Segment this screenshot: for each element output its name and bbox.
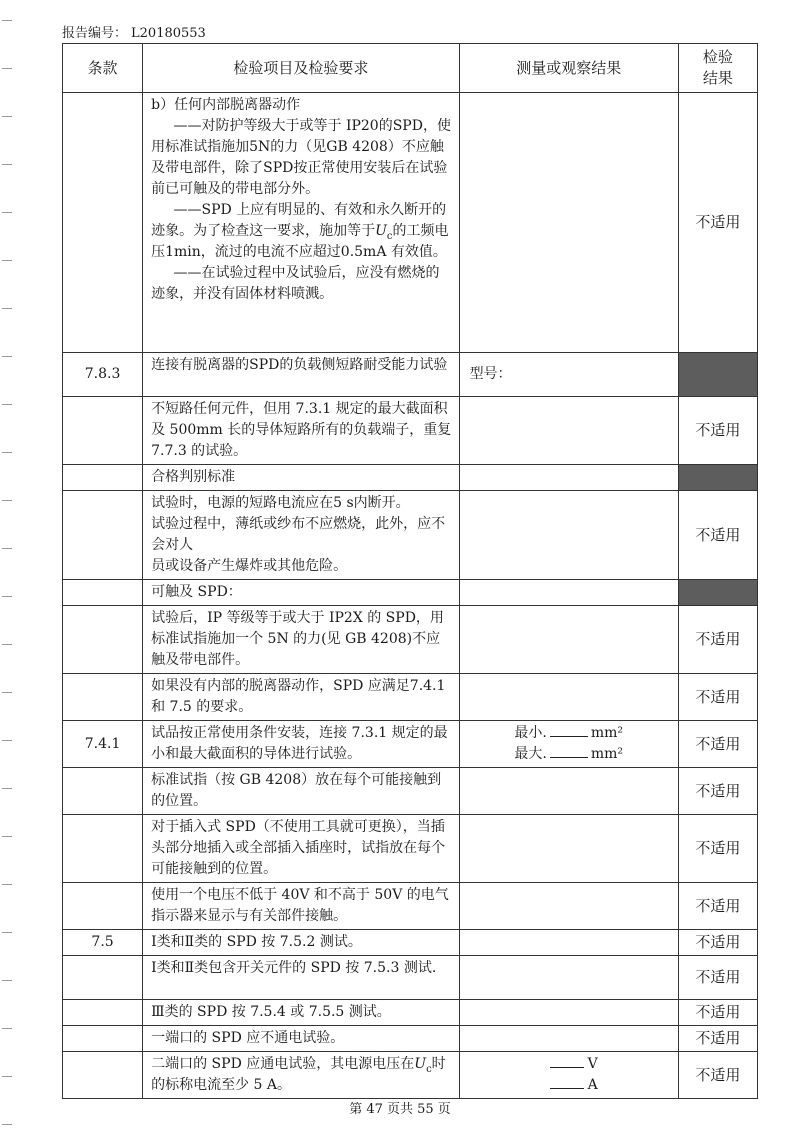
- max-cross-section: [460, 744, 678, 765]
- table-row: [63, 93, 758, 353]
- unit-label: mm²: [590, 746, 624, 762]
- requirement-cell: 连接有脱离器的SPD的负载侧短路耐受能力试验: [143, 353, 459, 397]
- observation-cell: [459, 815, 678, 883]
- clause-cell: [63, 883, 143, 930]
- result-cell: 不适用: [678, 1000, 757, 1026]
- table-row: [63, 930, 758, 956]
- requirement-cell: 试品按正常使用条件安装，连接 7.3.1 规定的最小和最大截面积的导体进行试验。: [143, 721, 459, 768]
- result-cell: 不适用: [678, 956, 757, 1000]
- result-cell: 不适用: [678, 1026, 757, 1052]
- result-cell-shaded: [678, 465, 757, 491]
- requirement-cell: 对于插入式 SPD（不使用工具就可更换），当插头部分地插入或全部插入插座时，试指放在每个可能接触到的位置。: [143, 815, 459, 883]
- table-row: [63, 397, 758, 465]
- requirement-cell: 可触及 SPD：: [143, 580, 459, 606]
- result-cell: 不适用: [678, 93, 757, 353]
- table-row: [63, 353, 758, 397]
- current-value-blank: [550, 1076, 584, 1089]
- clause-cell: [63, 1052, 143, 1099]
- binding-margin: [0, 0, 18, 1141]
- requirement-cell: 使用一个电压不低于 40V 和不高于 50V 的电气指示器来显示与有关部件接触。: [143, 883, 459, 930]
- observation-cell: [459, 606, 678, 674]
- requirement-text: b）任何内部脱离器动作: [151, 97, 301, 113]
- table-row: [63, 580, 758, 606]
- clause-cell: [63, 674, 143, 721]
- header-clause: 条款: [63, 44, 143, 93]
- table-row: [63, 1052, 758, 1099]
- clause-cell: [63, 956, 143, 1000]
- min-cross-section: [460, 723, 678, 744]
- clause-cell: 7.8.3: [63, 353, 143, 397]
- requirement-text: 试验时，电源的短路电流应在5 s内断开。: [151, 495, 410, 511]
- requirement-cell: Ⅲ类的 SPD 按 7.5.4 或 7.5.5 测试。: [143, 1000, 459, 1026]
- observation-cell: [459, 930, 678, 956]
- voltage-value-blank: [550, 1055, 584, 1068]
- result-cell: 不适用: [678, 768, 757, 815]
- result-cell: 不适用: [678, 1052, 757, 1099]
- clause-cell: [63, 580, 143, 606]
- requirement-cell: [143, 1052, 459, 1099]
- cross-section-observation: [459, 721, 678, 768]
- report-number-label: 报告编号：: [62, 26, 128, 41]
- table-row: [63, 815, 758, 883]
- requirement-text: 员或设备产生爆炸或其他危险。: [151, 558, 348, 574]
- header-observation: 测量或观察结果: [459, 44, 678, 93]
- result-cell: 不适用: [678, 491, 757, 580]
- requirement-text: ——在试验过程中及试验后，应没有燃烧的迹象，并没有固体材料喷溅。: [151, 265, 440, 302]
- model-observation: 型号：: [459, 353, 678, 397]
- observation-cell: [459, 674, 678, 721]
- table-row: [63, 674, 758, 721]
- result-cell: 不适用: [678, 606, 757, 674]
- result-cell: 不适用: [678, 930, 757, 956]
- clause-cell: [63, 93, 143, 353]
- result-cell-shaded: [678, 353, 757, 397]
- table-row: [63, 956, 758, 1000]
- clause-cell: [63, 1026, 143, 1052]
- requirement-cell: 标准试指（按 GB 4208）放在每个可能接触到的位置。: [143, 768, 459, 815]
- inspection-table: [62, 43, 758, 1099]
- requirement-text-part: ——SPD 上应有明显的、有效和永久断开的迹象。为了检查这一要求，施加等于: [151, 202, 447, 239]
- voltage-symbol: U: [414, 1056, 427, 1072]
- header-result: [678, 44, 757, 93]
- observation-cell: [459, 465, 678, 491]
- requirement-cell: Ⅰ类和Ⅱ类包含开关元件的 SPD 按 7.5.3 测试.: [143, 956, 459, 1000]
- observation-cell: [459, 491, 678, 580]
- report-number-value: L20180553: [131, 26, 206, 41]
- requirement-text-part: 时的标称电流至少 5 A。: [151, 1056, 446, 1093]
- voltage-symbol: U: [375, 223, 387, 239]
- observation-cell: [459, 93, 678, 353]
- observation-cell: [459, 768, 678, 815]
- observation-cell: [459, 956, 678, 1000]
- clause-cell: [63, 397, 143, 465]
- clause-cell: [63, 491, 143, 580]
- requirement-cell: 合格判别标准: [143, 465, 459, 491]
- observation-cell: [459, 1000, 678, 1026]
- result-cell: 不适用: [678, 674, 757, 721]
- table-row: [63, 883, 758, 930]
- voltage-subscript: c: [426, 1063, 432, 1075]
- volt-unit: V: [587, 1056, 598, 1072]
- unit-label: mm²: [590, 725, 624, 741]
- observation-cell: [459, 397, 678, 465]
- requirement-cell: 试验后，IP 等级等于或大于 IP2X 的 SPD，用标准试指施加一个 5N 的力(见 GB 4208)不应触及带电部件。: [143, 606, 459, 674]
- table-row: [63, 465, 758, 491]
- requirement-text-part: 的工频电压1min，流过的电流不应超过0.5mA 有效值。: [151, 223, 449, 260]
- clause-cell: [63, 606, 143, 674]
- clause-cell: [63, 465, 143, 491]
- result-cell: 不适用: [678, 883, 757, 930]
- voltage-current-observation: [459, 1052, 678, 1099]
- voltage-line: [550, 1054, 678, 1075]
- table-row: [63, 1000, 758, 1026]
- clause-cell: 7.5: [63, 930, 143, 956]
- result-cell-shaded: [678, 580, 757, 606]
- table-row: [63, 606, 758, 674]
- clause-cell: [63, 768, 143, 815]
- clause-cell: 7.4.1: [63, 721, 143, 768]
- current-line: [550, 1075, 678, 1096]
- observation-cell: [459, 1026, 678, 1052]
- requirement-text: [151, 200, 452, 263]
- clause-cell: [63, 815, 143, 883]
- requirement-text: ——对防护等级大于或等于 IP20的SPD，使用标准试指施加5N的力（见GB 4208）不应触及带电部件，除了SPD按正常使用安装后在试验前已可触及的带电部分外。: [151, 118, 451, 197]
- result-cell: 不适用: [678, 815, 757, 883]
- table-row: [63, 768, 758, 815]
- header-requirement: 检验项目及检验要求: [143, 44, 459, 93]
- table-row: [63, 721, 758, 768]
- max-value-blank: [550, 745, 588, 758]
- requirement-cell: Ⅰ类和Ⅱ类的 SPD 按 7.5.2 测试。: [143, 930, 459, 956]
- observation-cell: [459, 883, 678, 930]
- requirement-cell: 如果没有内部的脱离器动作，SPD 应满足7.4.1 和 7.5 的要求。: [143, 674, 459, 721]
- page-footer: 第 47 页共 55 页: [349, 1102, 451, 1117]
- requirement-text-part: 二端口的 SPD 应通电试验，其电源电压在: [151, 1056, 415, 1072]
- requirement-cell: 不短路任何元件，但用 7.3.1 规定的最大截面积及 500mm 长的导体短路所有的负载端子，重复 7.7.3 的试验。: [143, 397, 459, 465]
- min-value-blank: [550, 724, 588, 737]
- max-label: 最大.: [514, 746, 547, 762]
- table-header-row: [63, 44, 758, 93]
- report-number: [62, 22, 206, 41]
- min-label: 最小.: [514, 725, 547, 741]
- observation-cell: [459, 580, 678, 606]
- header-result-line2: 结果: [702, 69, 733, 87]
- result-cell: 不适用: [678, 721, 757, 768]
- table-row: [63, 1026, 758, 1052]
- clause-cell: [63, 1000, 143, 1026]
- requirement-cell: 一端口的 SPD 应不通电试验。: [143, 1026, 459, 1052]
- header-result-line1: 检验: [702, 48, 733, 66]
- requirement-cell: [143, 491, 459, 580]
- requirement-text: 试验过程中，薄纸或纱布不应燃烧，此外，应不会对人: [151, 516, 446, 553]
- table-row: [63, 491, 758, 580]
- result-cell: 不适用: [678, 397, 757, 465]
- requirement-cell: [143, 93, 459, 353]
- voltage-subscript: c: [386, 230, 393, 242]
- amp-unit: A: [587, 1077, 598, 1093]
